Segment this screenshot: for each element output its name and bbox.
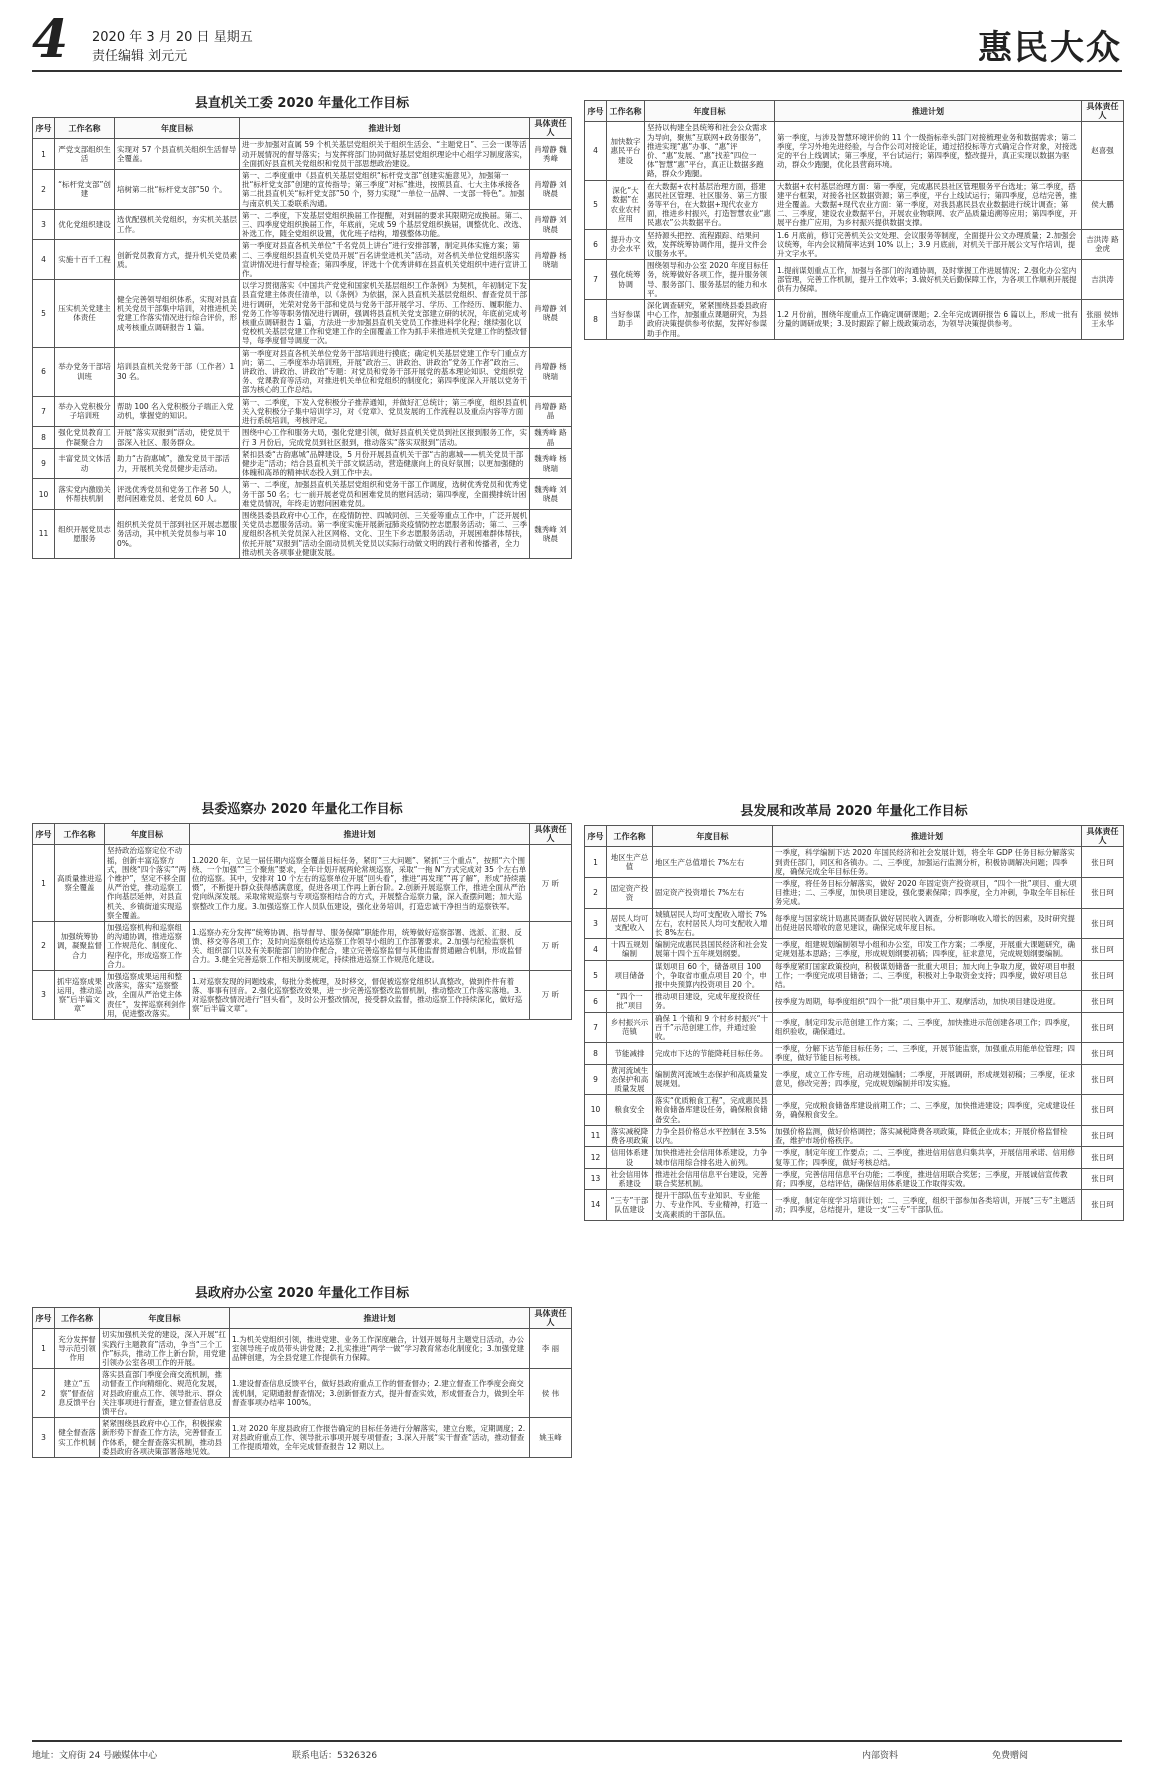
row-number: 3 — [33, 1418, 55, 1458]
plan-detail: 1.对巡察发现的问题线索，每批分类梳理，及时移交，督促被巡察党组织认真整改，做到件件有着落、事事有回音。2.强化巡察整改效果，进一步完善巡察整改监督机制，推动整改工作落实落地。3.对巡察整改情况进行“回头看”，及时公开整改情况，接受群众监督，推动巡察工作持续深化，做好巡察“后半篇文章”。 — [190, 971, 530, 1020]
responsible-person: 万 昕 — [530, 971, 572, 1020]
annual-goal: 固定资产投资增长 7%左右 — [653, 878, 773, 909]
plan-detail: 1.6 月底前，修订完善机关公文处理、会议服务等制度，全面提升公文办理质量；2.加强会议统筹，年内会议精简率达到 10% 以上；3.9 月底前，对机关干部开展公文写作培训，提升文字水平。 — [775, 229, 1082, 260]
table-row — [585, 1095, 1124, 1126]
column-header: 具体责任人 — [530, 1308, 572, 1329]
row-number: 6 — [585, 229, 607, 260]
annual-goal: 地区生产总值增长 7%左右 — [653, 847, 773, 878]
table-row — [585, 1043, 1124, 1064]
work-name: 落实党内激励关怀帮扶机制 — [55, 479, 115, 510]
work-name: “三专”干部队伍建设 — [607, 1190, 653, 1221]
work-name: 粮食安全 — [607, 1095, 653, 1126]
annual-goal: 确保 1 个镇和 9 个村乡村振兴“十百千”示范创建工作，并通过验收。 — [653, 1012, 773, 1043]
annual-goal: 加强巡察机构和巡察组的沟通协调，推进巡察工作规范化、制度化、程序化，形成巡察工作合力。 — [105, 922, 190, 971]
row-number: 3 — [33, 209, 55, 240]
work-name: 组织开展党员志愿服务 — [55, 509, 115, 558]
responsible-person: 张日珂 — [1082, 1147, 1124, 1168]
responsible-person: 魏秀峰 刘晓晨 — [530, 509, 572, 558]
annual-goal: 创新党员教育方式，提升机关党员素质。 — [115, 240, 240, 280]
work-name: 加快数字惠民平台建设 — [607, 122, 645, 180]
row-number: 8 — [33, 427, 55, 448]
work-name: 节能减排 — [607, 1043, 653, 1064]
annual-goal: 编制完成惠民县国民经济和社会发展第十四个五年规划纲要。 — [653, 939, 773, 960]
work-name: 建立“五察”督查信息反馈平台 — [55, 1369, 100, 1418]
page-header — [32, 9, 1122, 72]
column-header: 工作名称 — [55, 118, 115, 139]
row-number: 5 — [585, 180, 607, 229]
table-row — [33, 427, 572, 448]
column-header: 序号 — [33, 1308, 55, 1329]
work-name: 提升办文办会水平 — [607, 229, 645, 260]
table-row — [33, 845, 572, 922]
annual-goal: 编制黄河流域生态保护和高质量发展规划。 — [653, 1064, 773, 1095]
plan-detail: 第一季度，与涉及智慧环境评价的 11 个一级指标牵头部门对接梳理业务和数据需求；第二季度，学习外地先进经验，与合作公司对接论证，通过招投标等方式确定合作对象，对接选定的平台上线调试；第三季度，平台试运行；第四季度，整改提升，真正实现以数据为驱动，群众少跑腿，优化县营商环境。 — [775, 122, 1082, 180]
work-name: 实施十百千工程 — [55, 240, 115, 280]
annual-goal: 助力“古韵惠城”，激发党员干部活力，开展机关党员健步走活动。 — [115, 448, 240, 479]
row-number: 11 — [585, 1125, 607, 1146]
work-name: 强化统筹协调 — [607, 260, 645, 300]
row-number: 9 — [33, 448, 55, 479]
table-header-row — [33, 824, 572, 845]
row-number: 6 — [585, 991, 607, 1012]
table-govoffice — [32, 1307, 572, 1458]
work-name: 信用体系建设 — [607, 1147, 653, 1168]
work-name: “四个一批”项目 — [607, 991, 653, 1012]
responsible-person: 肖增静 魏秀峰 — [530, 139, 572, 170]
page-footer — [32, 1740, 1122, 1761]
work-name: 健全督查落实工作机制 — [55, 1418, 100, 1458]
annual-goal: 培训县直机关党务干部（工作者）130 名。 — [115, 347, 240, 396]
responsible-person: 魏秀峰 路晶 — [530, 427, 572, 448]
annual-goal: 推动项目建设，完成年度投资任务。 — [653, 991, 773, 1012]
column-header: 年度目标 — [100, 1308, 230, 1329]
work-name: 十四五规划编制 — [607, 939, 653, 960]
column-header: 推进计划 — [230, 1308, 530, 1329]
annual-goal: 紧紧围绕县政府中心工作，积极探索新形势下督查工作方法，完善督查工作体系，健全督查落实机制，推动县委县政府各项决策部署落地见效。 — [100, 1418, 230, 1458]
annual-goal: 完成市下达的节能降耗目标任务。 — [653, 1043, 773, 1064]
responsible-person: 魏秀峰 杨晓瑞 — [530, 448, 572, 479]
column-header: 年度目标 — [645, 101, 775, 122]
responsible-person: 张日珂 — [1082, 908, 1124, 939]
annual-goal: 提升干部队伍专业知识、专业能力、专业作风、专业精神，打造一支高素质的干部队伍。 — [653, 1190, 773, 1221]
work-name: 落实减税降费各项政策 — [607, 1125, 653, 1146]
plan-detail: 第一、二季度，下发基层党组织换届工作提醒，对到届的要求其限期完成换届。第二、三、四季度党组织换届工作，年底前，完成 59 个基层党组织换届，调整优化、改选、补选工作，随全党组织设置，优化班子结构，增强整体功能。 — [240, 209, 530, 240]
responsible-person: 吉洪涛 路金虎 — [1082, 229, 1124, 260]
row-number: 6 — [33, 347, 55, 396]
plan-detail: 一季度，制定年度工作要点；二、三季度，推进信用信息归集共享，开展信用承诺、信用修复等工作；四季度，做好考核总结。 — [773, 1147, 1082, 1168]
row-number: 4 — [585, 939, 607, 960]
column-header: 工作名称 — [607, 826, 653, 847]
section-title: 县发展和改革局 2020 年量化工作目标 — [740, 804, 968, 819]
annual-goal: 坚持政治巡察定位不动摇，创新丰富巡察方式，围绕“四个落实”“两个维护”，坚定不移全面从严治党，推动巡察工作向基层延伸，对县直机关、乡镇街道实现巡察全覆盖。 — [105, 845, 190, 922]
table-row — [33, 509, 572, 558]
annual-goal: 在大数据+农村基层治理方面，搭建惠民社区管理、社区服务、第三方服务等平台，在大数据+现代农业方面，推进乡村振兴，打造智慧农业“惠民惠农”公共数据平台。 — [645, 180, 775, 229]
column-header: 推进计划 — [775, 101, 1082, 122]
plan-detail: 1.提前谋划重点工作，加强与各部门的沟通协调，及时掌握工作进展情况；2.强化办公室内部管理，完善工作机制，提升工作效率；3.做好机关后勤保障工作，为各项工作顺利开展提供有力保障。 — [775, 260, 1082, 300]
section-title: 县委巡察办 2020 年量化工作目标 — [201, 802, 403, 817]
annual-goal: 城镇居民人均可支配收入增长 7%左右，农村居民人均可支配收入增长 8%左右。 — [653, 908, 773, 939]
plan-detail: 一季度，分解下达节能目标任务；二、三季度，开展节能监察，加强重点用能单位管理；四季度，做好节能目标考核。 — [773, 1043, 1082, 1064]
work-name: 充分发挥督导示范引领作用 — [55, 1329, 100, 1369]
row-number: 1 — [33, 139, 55, 170]
work-name: 居民人均可支配收入 — [607, 908, 653, 939]
masthead-logo: 惠民大众 — [978, 28, 1122, 68]
column-header: 工作名称 — [55, 1308, 100, 1329]
annual-goal: 开展“落实双报到”活动，使党员干部深入社区、服务群众。 — [115, 427, 240, 448]
row-number: 13 — [585, 1168, 607, 1189]
responsible-person: 李 丽 — [530, 1329, 572, 1369]
plan-detail: 按季度为周期，每季度组织“四个一批”项目集中开工、观摩活动，加快项目建设进度。 — [773, 991, 1082, 1012]
plan-detail: 1.巡察办充分发挥“统筹协调、指导督导、服务保障”职能作用，统筹做好巡察部署、选派、汇报、反馈、移交等各项工作；及时向巡察组传达巡察工作领导小组的工作部署要求。2.加强与纪检监察机关、组织部门以及有关职能部门的协作配合，建立完善巡察监督与其他监督贯通融合机制，形成监督合力。3.健全完善巡察工作相关制度规定，持续推进巡察工作规范化建设。 — [190, 922, 530, 971]
row-number: 10 — [33, 479, 55, 510]
annual-goal: 帮助 100 名入党积极分子端正入党动机，掌握党的知识。 — [115, 396, 240, 427]
row-number: 1 — [585, 847, 607, 878]
plan-detail: 1.对 2020 年度县政府工作报告确定的目标任务进行分解落实，建立台账，定期调度；2.对县政府重点工作、领导批示事项开展专项督查；3.深入开展“实干督查”活动，推动督查工作提质增效，全年完成督查报告 12 期以上。 — [230, 1418, 530, 1458]
responsible-person: 侯 伟 — [530, 1369, 572, 1418]
row-number: 2 — [585, 878, 607, 909]
page-number: 4 — [32, 9, 69, 70]
table-row — [33, 347, 572, 396]
row-number: 8 — [585, 300, 607, 340]
table-row — [585, 1147, 1124, 1168]
table-row — [585, 878, 1124, 909]
table-row — [585, 1190, 1124, 1221]
responsible-person: 吉洪涛 — [1082, 260, 1124, 300]
annual-goal: 围绕领导和办公室 2020 年度目标任务，统筹做好各项工作，提升服务领导、服务部门、服务基层的能力和水平。 — [645, 260, 775, 300]
responsible-person: 张日珂 — [1082, 1043, 1124, 1064]
table-row — [585, 1012, 1124, 1043]
row-number: 7 — [33, 396, 55, 427]
table-header-row — [33, 1308, 572, 1329]
row-number: 1 — [33, 845, 55, 922]
row-number: 5 — [585, 960, 607, 991]
table-row — [33, 209, 572, 240]
table-row — [585, 991, 1124, 1012]
plan-detail: 一季度，科学编制下达 2020 年国民经济和社会发展计划，将全年 GDP 任务目标分解落实到责任部门，同区和各镇办。二、三季度，加强运行监测分析，积极协调解决问题；四季度，确保完成全年目标任务。 — [773, 847, 1082, 878]
section-govoffice — [32, 1282, 572, 1458]
row-number: 2 — [33, 922, 55, 971]
plan-detail: 以学习贯彻落实《中国共产党党和国家机关基层组织工作条例》为契机，年初制定下发县直党建主体责任清单，以《条例》为依据，深入县直机关基层党组织、督查党员干部进行调研，光荣对党务干部和党员与党务干部开展学习、学历、工作经历、履职能力、党务工作等等职务情况进行调研，强调将县直机关党支部建立研的状况，年底前完成考核重点调研报告 1 篇，方法进一步加强县直机关党员工作推进科学化程；继续强化以党校机关基层党建工作和党建工作的全面覆盖工作为抓手来推进机关党建工作的整改督导，每季度督导调度一次。 — [240, 280, 530, 347]
plan-detail: 第一、二季度，加强县直机关基层党组织和党务干部工作调度，选树优秀党员和优秀党务干部 50 名；七一前开展老党员和困难党员的慰问活动；第四季度，全面摸排统计困难党员情况，年终走访慰问困难党员。 — [240, 479, 530, 510]
responsible-person: 肖增静 杨晓瑞 — [530, 347, 572, 396]
row-number: 4 — [585, 122, 607, 180]
section-digital — [584, 100, 1124, 340]
footer-address: 地址：文府街 24 号融媒体中心 — [32, 1751, 158, 1761]
plan-detail: 一季度，将任务目标分解落实，做好 2020 年固定资产投资项目，“四个一批”项目、重大项目推进；二、三季度，加快项目建设，强化要素保障；四季度，全力冲刺，争取全年目标任务完成。 — [773, 878, 1082, 909]
annual-goal: 健全完善领导组织体系，实现对县直机关党员干部集中培训，对推进机关党建工作落实情况进行综合评价，形成考核重点调研报告 1 篇。 — [115, 280, 240, 347]
column-header: 具体责任人 — [1082, 101, 1124, 122]
table-header-row — [33, 118, 572, 139]
annual-goal: 落实县直部门季度会商交流机制，推动督查工作向精细化、规范化发展，对县政府重点工作、领导批示、群众关注事项进行督查，建立督查信息反馈平台。 — [100, 1369, 230, 1418]
work-name: 优化党组织建设 — [55, 209, 115, 240]
annual-goal: 评选优秀党员和党务工作者 50 人，慰问困难党员、老党员 60 人。 — [115, 479, 240, 510]
responsible-person: 姚玉峰 — [530, 1418, 572, 1458]
plan-detail: 第一季度对县直各机关单位党务干部培训进行摸底；确定机关基层党建工作专门重点方向；第二、三季度举办培训班，开展“政治三、讲政治、讲政治”党务工作者“政治三、讲政治、讲政治、讲政治”专题：对党员和党务干部开展党的基本理论知识、党组织党务、党课教育等活动，对推进机关单位和党组织的制度化；第四季度深入开展以党务干部为核心的工作总结。 — [240, 347, 530, 396]
plan-detail: 进一步加强对直属 59 个机关基层党组织关于组织生活会、“主题党日”、三会一课等活动开展情况的督导落实；与发挥将部门协同做好基层党组织理论中心组学习制度落实，全面抓好县直机关党组织和党员干部思想政治建设。 — [240, 139, 530, 170]
footer-phone: 联系电话：5326326 — [292, 1751, 378, 1761]
work-name: “标杆党支部”创建 — [55, 170, 115, 210]
plan-detail: 第一季度对县直各机关单位“千名党员上讲台”进行安排部署，制定具体实施方案；第二、三季度组织县直机关党员开展“百名讲堂进机关”活动，对各机关单位党组织落实宣讲情况进行督导检查；第四季度，评选十个优秀讲师在县直机关党组织中进行宣讲工作。 — [240, 240, 530, 280]
column-header: 工作名称 — [55, 824, 105, 845]
plan-detail: 加强价格监测，做好价格调控；落实减税降费各项政策，降低企业成本；开展价格监督检查，维护市场价格秩序。 — [773, 1125, 1082, 1146]
plan-detail: 1.为机关党组织引领，推进党建、业务工作深度融合，计划开展每月主题党日活动，办公室领导班子成员带头讲党课；2.扎实推进“两学一做”学习教育常态化制度化；3.加强党建品牌创建，为全县党建工作提供有力保障。 — [230, 1329, 530, 1369]
footer-note-internal: 内部资料 — [862, 1751, 899, 1761]
plan-detail: 围绕县委县政府中心工作，在疫情防控、四城同创、三关爱等重点工作中，广泛开展机关党员志愿服务活动。第一季度实施开展新冠肺炎疫情防控志愿服务活动；第二、三季度组织各机关党员深入社区网格、文化、卫生下乡志愿服务活动，开展困难群体帮扶，依托开展“双报到”活动全面动员机关党员以实际行动做文明的践行者和传播者，全力推动机关各项事业健康发展。 — [240, 509, 530, 558]
row-number: 8 — [585, 1043, 607, 1064]
annual-goal: 推进社会信用信息平台建设，完善联合奖惩机制。 — [653, 1168, 773, 1189]
plan-detail: 大数据+农村基层治理方面：第一季度，完成惠民县社区管理服务平台选址；第二季度，搭建平台框架，对接各社区数据资源；第三季度，平台上线试运行；第四季度，总结完善，推进全覆盖。大数据+现代农业方面：第一季度，对我县惠民县农业数据进行统计调查；第二、三季度，建设农业数据平台，开展农业物联网、农产品质量追溯等应用；第四季度，开展平台推广应用，为乡村振兴提供数据支撑。 — [775, 180, 1082, 229]
plan-detail: 围绕中心工作和服务大局，强化党建引领，做好县直机关党员到社区报到服务工作，实行 3 月份后，完成党员到社区报到，推动落实“落实双报到”活动。 — [240, 427, 530, 448]
work-name: 项目储备 — [607, 960, 653, 991]
table-row — [33, 139, 572, 170]
table-row — [33, 1329, 572, 1369]
work-name: 严党支部组织生活 — [55, 139, 115, 170]
table-row — [33, 1418, 572, 1458]
plan-detail: 一季度，制定年度学习培训计划；二、三季度，组织干部参加各类培训，开展“三专”主题活动；四季度，总结提升，建设一支“三专”干部队伍。 — [773, 1190, 1082, 1221]
row-number: 10 — [585, 1095, 607, 1126]
responsible-person: 张丽 侯炜 王永华 — [1082, 300, 1124, 340]
responsible-person: 肖增静 刘晓晨 — [530, 209, 572, 240]
responsible-person: 张日珂 — [1082, 878, 1124, 909]
table-row — [33, 170, 572, 210]
responsible-person: 张日珂 — [1082, 1064, 1124, 1095]
row-number: 12 — [585, 1147, 607, 1168]
column-header: 具体责任人 — [530, 118, 572, 139]
column-header: 工作名称 — [607, 101, 645, 122]
annual-goal: 落实“优质粮食工程”，完成惠民县粮食储备库建设任务，确保粮食储备安全。 — [653, 1095, 773, 1126]
work-name: 当好参谋助手 — [607, 300, 645, 340]
responsible-person: 张日珂 — [1082, 1168, 1124, 1189]
section-title: 县政府办公室 2020 年量化工作目标 — [194, 1286, 410, 1301]
table-digital — [584, 100, 1124, 340]
plan-detail: 一季度，完善信用信息平台功能；二季度，推进信用联合奖惩；三季度，开展诚信宣传教育；四季度，总结评估，确保信用体系建设工作取得实效。 — [773, 1168, 1082, 1189]
row-number: 5 — [33, 280, 55, 347]
plan-detail: 一季度，完成粮食储备库建设前期工作；二、三季度，加快推进建设；四季度，完成建设任务，确保粮食安全。 — [773, 1095, 1082, 1126]
column-header: 推进计划 — [190, 824, 530, 845]
work-name: 高质量推进巡察全覆盖 — [55, 845, 105, 922]
table-row — [585, 847, 1124, 878]
work-name: 压实机关党建主体责任 — [55, 280, 115, 347]
column-header: 推进计划 — [240, 118, 530, 139]
table-row — [585, 300, 1124, 340]
work-name: 深化“大数据”在农业农村应用 — [607, 180, 645, 229]
annual-goal: 培树第二批“标杆党支部”50 个。 — [115, 170, 240, 210]
plan-detail: 第一、二季度重申《县直机关基层党组织“标杆党支部”创建实施意见》，加强第一批“标杆党支部”创建的宣传指导；第三季度“对标”推进，按照县直、七大主体承接各第二批县直机关“标杆党支部”50 个，努力实现“一单位一品牌、一支部一特色”。加强与南京机关工委联系沟通。 — [240, 170, 530, 210]
table-dev — [584, 825, 1124, 1221]
responsible-person: 张日珂 — [1082, 1125, 1124, 1146]
row-number: 7 — [585, 1012, 607, 1043]
annual-goal: 坚持源头把控、流程跟踪、结果问效，发挥统筹协调作用，提升文件会议服务水平。 — [645, 229, 775, 260]
row-number: 4 — [33, 240, 55, 280]
work-name: 地区生产总值 — [607, 847, 653, 878]
section-dev — [584, 800, 1124, 1221]
table-row — [585, 229, 1124, 260]
responsible-person: 肖增静 刘晓晨 — [530, 170, 572, 210]
annual-goal: 坚持以构建全县统筹和社会公众需求为导向，聚焦“互联网+政务服务”，推进实现“惠”办事、“惠”评价、“惠”发展、“惠”找差“四位一体”智慧“惠”平台，真正让数据多跑路，群众少跑腿。 — [645, 122, 775, 180]
row-number: 3 — [585, 908, 607, 939]
plan-detail: 每季度紧盯国家政策投向，积极谋划储备一批重大项目；加大向上争取力度，做好项目申报工作；一季度完成项目储备；二、三季度，积极对上争取资金支持；四季度，做好项目总结。 — [773, 960, 1082, 991]
row-number: 2 — [33, 1369, 55, 1418]
editor-line: 责任编辑 刘元元 — [92, 49, 188, 64]
plan-detail: 每季度与国家统计局惠民调查队做好居民收入调查，分析影响收入增长的因素，及时研究提出促进居民增收的意见建议，确保完成年度目标。 — [773, 908, 1082, 939]
row-number: 9 — [585, 1064, 607, 1095]
table-row — [33, 1369, 572, 1418]
table-row — [585, 1064, 1124, 1095]
table-row — [585, 960, 1124, 991]
table-row — [585, 180, 1124, 229]
footer-note-free: 免费赠阅 — [992, 1751, 1029, 1761]
annual-goal: 加快推进社会信用体系建设，力争城市信用综合排名进入前列。 — [653, 1147, 773, 1168]
section-title: 县直机关工委 2020 年量化工作目标 — [194, 96, 410, 111]
responsible-person: 肖增静 刘晓晨 — [530, 280, 572, 347]
row-number: 7 — [585, 260, 607, 300]
annual-goal: 切实加强机关党的建设，深入开展“扛实践行主题教育”活动，争当“三个工作”标兵，推动工作上新台阶，用党建引领办公室各项工作的开展。 — [100, 1329, 230, 1369]
column-header: 具体责任人 — [1082, 826, 1124, 847]
plan-detail: 紧扣县委“古韵惠城”品牌建设，5 月份开展县直机关干部“古韵惠城——机关党员干部健步走”活动；结合县直机关干部文娱活动，营造健康向上的良好氛围；以更加强健的体魄和高昂的精神状态投入到工作中去。 — [240, 448, 530, 479]
plan-detail: 1.2 月份前，围绕年度重点工作确定调研课题；2.全年完成调研报告 6 篇以上，形成一批有分量的调研成果；3.及时跟踪了解上级政策动态，为领导决策提供参考。 — [775, 300, 1082, 340]
row-number: 14 — [585, 1190, 607, 1221]
table-row — [33, 240, 572, 280]
table-row — [585, 939, 1124, 960]
responsible-person: 万 昕 — [530, 845, 572, 922]
plan-detail: 一季度，组建规划编制领导小组和办公室，印发工作方案；二季度，开展重大课题研究，确定规划基本思路；三季度，形成规划纲要初稿；四季度，征求意见，完成规划纲要编制。 — [773, 939, 1082, 960]
table-organs — [32, 117, 572, 559]
section-inspection — [32, 798, 572, 1020]
responsible-person: 肖增静 杨晓瑞 — [530, 240, 572, 280]
responsible-person: 张日珂 — [1082, 960, 1124, 991]
work-name: 举办党务干部培训班 — [55, 347, 115, 396]
responsible-person: 张日珂 — [1082, 991, 1124, 1012]
responsible-person: 万 昕 — [530, 922, 572, 971]
responsible-person: 侯大鹏 — [1082, 180, 1124, 229]
annual-goal: 组织机关党员干部到社区开展志愿服务活动，其中机关党员参与率 100%。 — [115, 509, 240, 558]
work-name: 举办入党积极分子培训班 — [55, 396, 115, 427]
responsible-person: 魏秀峰 刘晓晨 — [530, 479, 572, 510]
responsible-person: 张日珂 — [1082, 1095, 1124, 1126]
table-row — [33, 448, 572, 479]
plan-detail: 1.建设督查信息反馈平台，做好县政府重点工作的督查督办；2.建立督查工作季度会商交流机制，定期通报督查情况；3.创新督查方式，提升督查实效，形成督查合力，做到全年督查事项办结率 100%。 — [230, 1369, 530, 1418]
table-row — [585, 260, 1124, 300]
table-row — [33, 280, 572, 347]
table-row — [585, 1168, 1124, 1189]
table-row — [585, 1125, 1124, 1146]
work-name: 固定资产投资 — [607, 878, 653, 909]
work-name: 抓牢巡察成果运用，推动巡察“后半篇文章” — [55, 971, 105, 1020]
annual-goal: 实现对 57 个县直机关组织生活督导全覆盖。 — [115, 139, 240, 170]
responsible-person: 张日珂 — [1082, 1012, 1124, 1043]
column-header: 序号 — [33, 824, 55, 845]
table-header-row — [585, 826, 1124, 847]
row-number: 11 — [33, 509, 55, 558]
section-organs — [32, 92, 572, 559]
column-header: 序号 — [585, 826, 607, 847]
responsible-person: 张日珂 — [1082, 847, 1124, 878]
plan-detail: 一季度，成立工作专班，启动规划编制；二季度，开展调研，形成规划初稿；三季度，征求意见，修改完善；四季度，完成规划编制并印发实施。 — [773, 1064, 1082, 1095]
row-number: 1 — [33, 1329, 55, 1369]
annual-goal: 加强巡察成果运用和整改落实，落实“巡察整改，全面从严治党主体责任”，发挥巡察利剑作用，促进整改落实。 — [105, 971, 190, 1020]
responsible-person: 赵喜强 — [1082, 122, 1124, 180]
table-row — [33, 971, 572, 1020]
date-line: 2020 年 3 月 20 日 星期五 — [92, 30, 253, 45]
plan-detail: 第一、二季度，下发入党积极分子推荐通知，并做好汇总统计；第三季度，组织县直机关入党积极分子集中培训学习，对《党章》、党员发展的工作流程以及重点内容等方面进行系统培训，考核评定。 — [240, 396, 530, 427]
annual-goal: 深化调查研究，紧紧围绕县委县政府中心工作，加强重点课题研究，为县政府决策提供参考依据，发挥好参谋助手作用。 — [645, 300, 775, 340]
work-name: 丰富党员文体活动 — [55, 448, 115, 479]
table-row — [33, 396, 572, 427]
table-row — [33, 479, 572, 510]
annual-goal: 选优配强机关党组织，夯实机关基层工作。 — [115, 209, 240, 240]
work-name: 乡村振兴示范镇 — [607, 1012, 653, 1043]
row-number: 2 — [33, 170, 55, 210]
row-number: 3 — [33, 971, 55, 1020]
column-header: 推进计划 — [773, 826, 1082, 847]
work-name: 黄河流域生态保护和高质量发展 — [607, 1064, 653, 1095]
table-row — [585, 122, 1124, 180]
table-header-row — [585, 101, 1124, 122]
column-header: 序号 — [585, 101, 607, 122]
annual-goal: 谋划项目 60 个，储备项目 100 个，争取省市重点项目 20 个，申报中央预算内投资项目 20 个。 — [653, 960, 773, 991]
table-row — [585, 908, 1124, 939]
column-header: 具体责任人 — [530, 824, 572, 845]
column-header: 年度目标 — [653, 826, 773, 847]
table-inspection — [32, 823, 572, 1020]
column-header: 年度目标 — [115, 118, 240, 139]
table-row — [33, 922, 572, 971]
work-name: 社会信用体系建设 — [607, 1168, 653, 1189]
responsible-person: 肖增静 路晶 — [530, 396, 572, 427]
work-name: 强化党员教育工作凝聚合力 — [55, 427, 115, 448]
plan-detail: 一季度，制定印发示范创建工作方案；二、三季度，加快推进示范创建各项工作；四季度，组织验收，确保通过。 — [773, 1012, 1082, 1043]
plan-detail: 1.2020 年，立足一届任期内巡察全覆盖目标任务，紧盯“三大问题”、紧抓“三个重点”，按照“六个围绕、一个加强”“三个聚焦”要求，全年计划开展两轮常规巡察，采取“一拖 N”方式完成对 35 个左右单位的巡察。其中，安排对 10 个左右的巡察单位开展“回头看”，推进“再发现”“再了解”，形成“持续震慑”，不断提升群众获得感满意度，促进各项工作再上新台阶。2.创新开展巡察工作，推进全面从严治党向纵深发展。采取常规巡察与专项巡察相结合的方式，开展整合巡察力量，深入查摆问题；加大巡察整改工作力度。3.加强巡察工作人员队伍建设，强化业务培训，打造忠诚干净担当的巡察铁军。 — [190, 845, 530, 922]
responsible-person: 张日珂 — [1082, 939, 1124, 960]
column-header: 序号 — [33, 118, 55, 139]
responsible-person: 张日珂 — [1082, 1190, 1124, 1221]
annual-goal: 力争全县价格总水平控制在 3.5%以内。 — [653, 1125, 773, 1146]
column-header: 年度目标 — [105, 824, 190, 845]
work-name: 加强统筹协调，凝聚监督合力 — [55, 922, 105, 971]
